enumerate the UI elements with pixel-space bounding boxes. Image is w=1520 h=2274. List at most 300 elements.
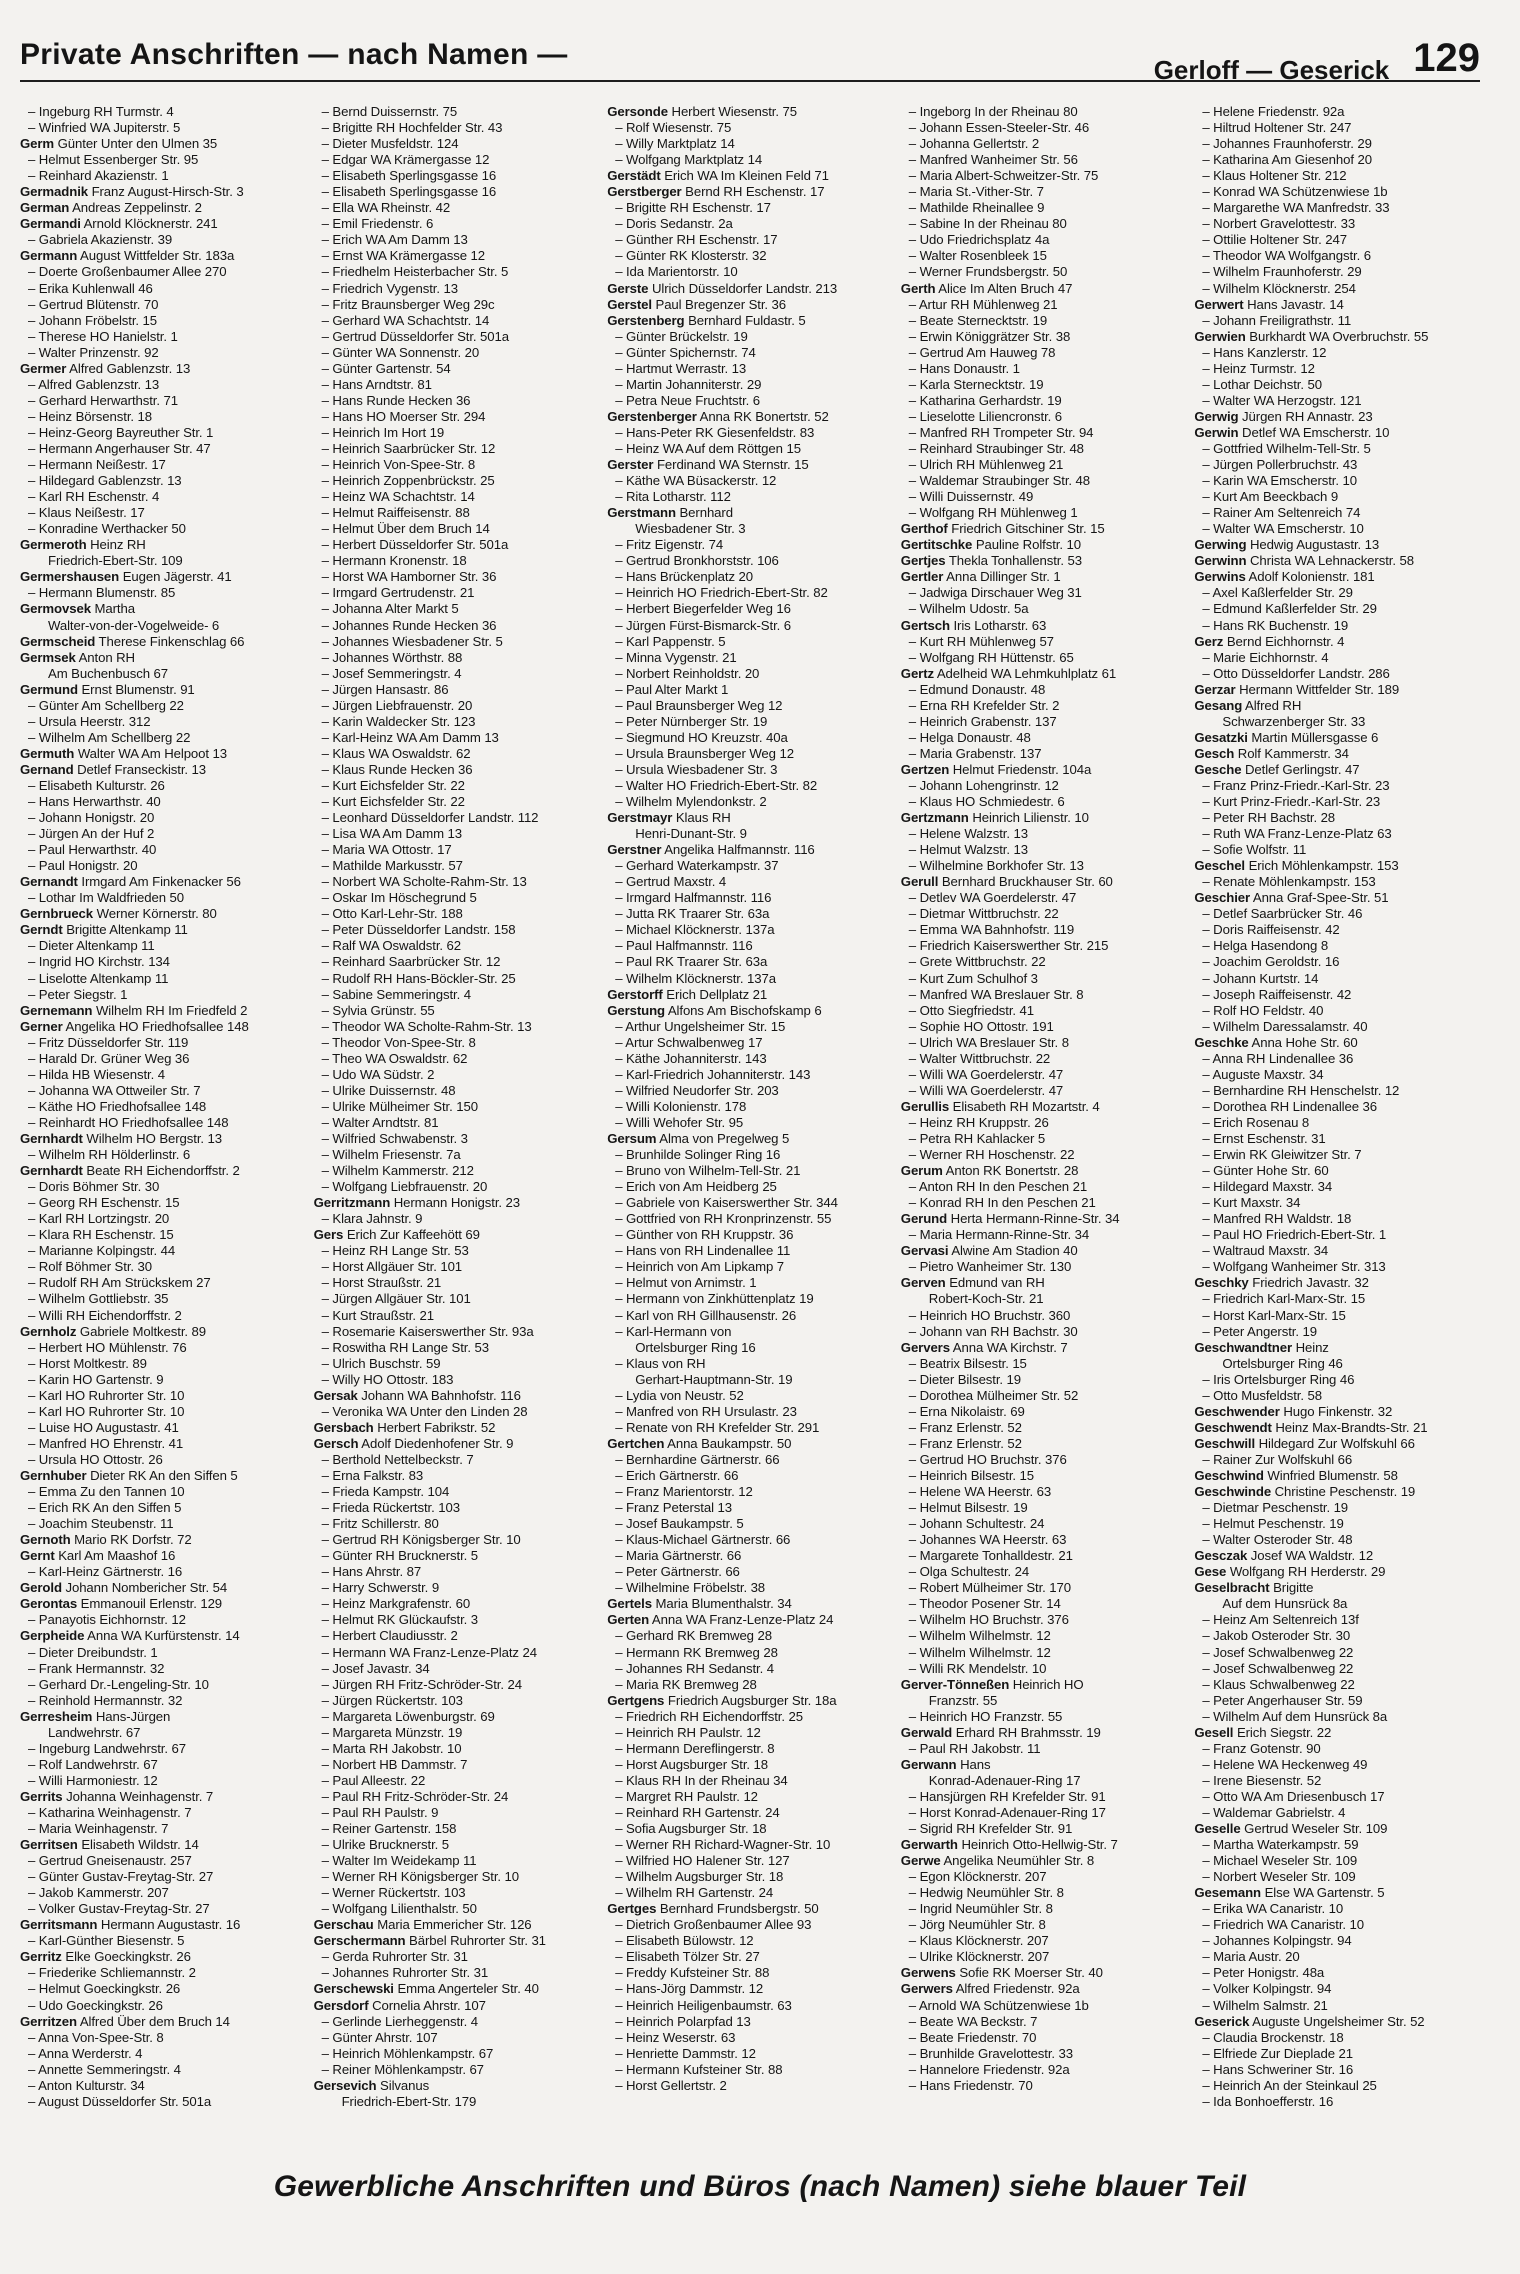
directory-entry: Geschwandtner Heinz bbox=[1194, 1339, 1329, 1355]
directory-entry: – Maria St.-Vither-Str. 7 bbox=[908, 184, 1044, 200]
directory-entry: – Beate Sternecktstr. 19 bbox=[908, 312, 1048, 328]
directory-entry: – Ida Marientorstr. 10 bbox=[615, 264, 738, 280]
directory-entry: – Klaus Runde Hecken 36 bbox=[321, 761, 473, 777]
directory-entry: – Leonhard Düsseldorfer Landstr. 112 bbox=[321, 810, 539, 826]
directory-entry: Gerzar Hermann Wittfelder Str. 189 bbox=[1194, 681, 1400, 697]
directory-entry: – Walter Arndtstr. 81 bbox=[321, 1114, 439, 1130]
surname: Germandi bbox=[20, 216, 81, 232]
directory-entry: – Norbert Weseler Str. 109 bbox=[1202, 1869, 1356, 1885]
surname: Gerull bbox=[900, 874, 939, 890]
surname: Gerwing bbox=[1194, 537, 1247, 553]
directory-entry: – Herbert Biegerfelder Weg 16 bbox=[615, 601, 791, 617]
directory-entry: – Karl RH Lortzingstr. 20 bbox=[28, 1211, 170, 1227]
directory-entry: – Reinhard RH Gartenstr. 24 bbox=[615, 1804, 780, 1820]
directory-entry: – Heinz RH Lange Str. 53 bbox=[321, 1243, 469, 1259]
directory-entry: – Jörg Neumühler Str. 8 bbox=[908, 1917, 1046, 1933]
directory-entry: – Klaus Klöcknerstr. 207 bbox=[908, 1933, 1049, 1949]
surname: Gerzar bbox=[1194, 681, 1236, 697]
directory-entry: – Heinz Turmstr. 12 bbox=[1202, 360, 1315, 376]
directory-entry: Friedrich-Ebert-Str. 179 bbox=[341, 2093, 477, 2109]
directory-entry: Gerwers Alfred Friedenstr. 92a bbox=[900, 1981, 1080, 1997]
directory-entry: – Günter RH Brucknerstr. 5 bbox=[321, 1548, 479, 1564]
directory-entry: – Franz Prinz-Friedr.-Karl-Str. 23 bbox=[1202, 777, 1390, 793]
directory-entry: – Helga Donaustr. 48 bbox=[908, 729, 1031, 745]
surname: Geschwendt bbox=[1194, 1419, 1272, 1435]
directory-entry: – Wilhelm Salmstr. 21 bbox=[1202, 1997, 1328, 2013]
directory-entry: – Wolfgang RH Mühlenweg 1 bbox=[908, 505, 1078, 521]
directory-entry: – Ingeborg In der Rheinau 80 bbox=[908, 104, 1078, 119]
directory-entry: – Paul RK Traarer Str. 63a bbox=[615, 954, 768, 970]
directory-entry: Wiesbadener Str. 3 bbox=[635, 521, 746, 537]
directory-entry: – Günter Hohe Str. 60 bbox=[1202, 1163, 1329, 1179]
directory-entry: – Maria WA Ottostr. 17 bbox=[321, 842, 452, 858]
surname: Germadnik bbox=[20, 184, 88, 200]
directory-entry: – Paul Herwarthstr. 40 bbox=[28, 842, 157, 858]
directory-entry: – Peter Honigstr. 48a bbox=[1202, 1965, 1325, 1981]
directory-entry: – Klara RH Eschenstr. 15 bbox=[28, 1227, 174, 1243]
directory-entry: – Friederike Schliemannstr. 2 bbox=[28, 1965, 196, 1981]
directory-entry: – Wilhelm Udostr. 5a bbox=[908, 601, 1029, 617]
directory-entry: – Doris Sedanstr. 2a bbox=[615, 216, 733, 232]
directory-entry: – Lothar Deichstr. 50 bbox=[1202, 376, 1322, 392]
directory-entry: Geschwendt Heinz Max-Brandts-Str. 21 bbox=[1194, 1419, 1428, 1435]
directory-entry: Germadnik Franz August-Hirsch-Str. 3 bbox=[20, 184, 244, 200]
directory-entry: – Wilhelm Friesenstr. 7a bbox=[321, 1147, 461, 1163]
directory-entry: Germer Alfred Gablenzstr. 13 bbox=[20, 360, 191, 376]
surname: Gerresheim bbox=[20, 1708, 93, 1724]
directory-entry: – Konrad RH In den Peschen 21 bbox=[908, 1195, 1096, 1211]
directory-entry: – Heinz WA Auf dem Röttgen 15 bbox=[615, 440, 801, 456]
directory-entry: – Willy HO Ottostr. 183 bbox=[321, 1371, 454, 1387]
directory-entry: – Heinz Markgrafenstr. 60 bbox=[321, 1596, 471, 1612]
directory-entry: – Heinz Börsenstr. 18 bbox=[28, 408, 152, 424]
directory-entry: – Kurt Straußstr. 21 bbox=[321, 1307, 434, 1323]
directory-entry: – Hermann Kronenstr. 18 bbox=[321, 553, 467, 569]
directory-entry: – Werner RH Richard-Wagner-Str. 10 bbox=[615, 1837, 831, 1853]
directory-entry: – Heinrich Saarbrücker Str. 12 bbox=[321, 440, 496, 456]
directory-entry: Gerwin Detlef WA Emscherstr. 10 bbox=[1194, 424, 1390, 440]
directory-entry: – Günter Gartenstr. 54 bbox=[321, 360, 451, 376]
directory-entry: – Wilhelm Mylendonkstr. 2 bbox=[615, 794, 767, 810]
directory-entry: – Helmut von Arnimstr. 1 bbox=[615, 1275, 757, 1291]
directory-entry: – Heinz Weserstr. 63 bbox=[615, 2029, 736, 2045]
directory-entry: – Heinrich HO Friedrich-Ebert-Str. 82 bbox=[615, 585, 828, 601]
surname: Gerste bbox=[607, 280, 649, 296]
directory-entry: – Johann Freiligrathstr. 11 bbox=[1202, 312, 1352, 328]
directory-entry: – Maria Weinhagenstr. 7 bbox=[28, 1821, 169, 1837]
column-3 bbox=[607, 104, 897, 2144]
directory-entry: – Udo Friedrichsplatz 4a bbox=[908, 232, 1050, 248]
directory-entry: – Joseph Raiffeisenstr. 42 bbox=[1202, 986, 1352, 1002]
directory-entry: – Helmut Walzstr. 13 bbox=[908, 842, 1028, 858]
directory-entry: – Hans Ahrstr. 87 bbox=[321, 1564, 422, 1580]
directory-entry: – Dieter Dreibundstr. 1 bbox=[28, 1644, 158, 1660]
directory-entry: – Petra Neue Fruchtstr. 6 bbox=[615, 392, 761, 408]
surname: Gertsch bbox=[900, 617, 950, 633]
directory-entry: – Gerda Ruhrorter Str. 31 bbox=[321, 1949, 468, 1965]
directory-entry: – Klaus HO Schmiedestr. 6 bbox=[908, 794, 1065, 810]
surname: Gertz bbox=[900, 665, 934, 681]
surname: Gernand bbox=[20, 761, 74, 777]
directory-entry: – Helene WA Heerstr. 63 bbox=[908, 1484, 1052, 1500]
directory-entry: – Rolf Böhmer Str. 30 bbox=[28, 1259, 152, 1275]
surname: Gerner bbox=[20, 1018, 63, 1034]
directory-entry: – Reiner Möhlenkampstr. 67 bbox=[321, 2061, 484, 2077]
directory-entry: Gesell Erich Siegstr. 22 bbox=[1194, 1724, 1332, 1740]
directory-entry: – Hansjürgen RH Krefelder Str. 91 bbox=[908, 1788, 1106, 1804]
directory-entry: – Ingrid HO Kirchstr. 134 bbox=[28, 954, 170, 970]
directory-entry: – Heinz RH Kruppstr. 26 bbox=[908, 1114, 1049, 1130]
surname: Gerum bbox=[900, 1163, 943, 1179]
directory-entry: Gerwe Angelika Neumühler Str. 8 bbox=[900, 1853, 1095, 1869]
directory-entry: – Hans Schweriner Str. 16 bbox=[1202, 2061, 1354, 2077]
directory-entry: – Klaus Schwalbenweg 22 bbox=[1202, 1676, 1355, 1692]
directory-entry: Gernandt Irmgard Am Finkenacker 56 bbox=[20, 874, 241, 890]
surname: German bbox=[20, 200, 70, 216]
directory-entry: – Willi RK Mendelstr. 10 bbox=[908, 1660, 1047, 1676]
directory-entry: – Peter Nürnberger Str. 19 bbox=[615, 713, 768, 729]
surname: Gertchen bbox=[607, 1435, 665, 1451]
directory-entry: – Anna Werderstr. 4 bbox=[28, 2045, 143, 2061]
directory-entry: – Otto Karl-Lehr-Str. 188 bbox=[321, 906, 463, 922]
directory-entry: Gernbrueck Werner Körnerstr. 80 bbox=[20, 906, 217, 922]
directory-entry: – Emma Zu den Tannen 10 bbox=[28, 1484, 185, 1500]
directory-entry: – Bernd Duissernstr. 75 bbox=[321, 104, 458, 119]
directory-entry: – Hans Donaustr. 1 bbox=[908, 360, 1020, 376]
directory-entry: – Emil Friedenstr. 6 bbox=[321, 216, 434, 232]
directory-entry: – Johannes Kolpingstr. 94 bbox=[1202, 1933, 1352, 1949]
directory-entry: – Fritz Schillerstr. 80 bbox=[321, 1516, 439, 1532]
directory-entry: – Emma WA Bahnhofstr. 119 bbox=[908, 922, 1075, 938]
directory-entry: – Ingrid Neumühler Str. 8 bbox=[908, 1901, 1053, 1917]
surname: Gerwert bbox=[1194, 296, 1244, 312]
directory-entry: Germandi Arnold Klöcknerstr. 241 bbox=[20, 216, 218, 232]
surname: Geschier bbox=[1194, 890, 1251, 906]
directory-entry: Germsek Anton RH bbox=[20, 649, 135, 665]
page-number: 129 bbox=[1413, 36, 1480, 80]
surname: Gertler bbox=[900, 569, 944, 585]
directory-entry: Gertchen Anna Baukampstr. 50 bbox=[607, 1435, 792, 1451]
directory-entry: – Theodor WA Scholte-Rahm-Str. 13 bbox=[321, 1018, 532, 1034]
directory-entry: – Wilfried Schwabenstr. 3 bbox=[321, 1131, 468, 1146]
directory-entry: – Frieda Rückertstr. 103 bbox=[321, 1500, 460, 1516]
directory-entry: – Konrad WA Schützenwiese 1b bbox=[1202, 184, 1388, 200]
directory-entry: – Reinhard Akazienstr. 1 bbox=[28, 168, 169, 184]
directory-entry: Geschky Friedrich Javastr. 32 bbox=[1194, 1275, 1369, 1291]
directory-entry: – Hans Herwarthstr. 40 bbox=[28, 794, 161, 810]
directory-entry: Gervers Anna WA Kirchstr. 7 bbox=[900, 1339, 1068, 1355]
directory-entry: – Detlev WA Goerdelerstr. 47 bbox=[908, 890, 1077, 906]
directory-entry: Walter-von-der-Vogelweide- 6 bbox=[48, 617, 220, 633]
directory-entry: – Heinrich Grabenstr. 137 bbox=[908, 713, 1057, 729]
directory-entry: Gerschewski Emma Angerteler Str. 40 bbox=[313, 1981, 539, 1997]
directory-entry: – Irmgard Halfmannstr. 116 bbox=[615, 890, 772, 906]
directory-entry: – Johann Essen-Steeler-Str. 46 bbox=[908, 120, 1090, 136]
directory-entry: – Helmut Goeckingkstr. 26 bbox=[28, 1981, 181, 1997]
directory-entry: Gertzmann Heinrich Lilienstr. 10 bbox=[900, 810, 1089, 826]
directory-entry: – Henriette Dammstr. 12 bbox=[615, 2045, 756, 2061]
surname: Gerwens bbox=[900, 1965, 956, 1981]
directory-entry: – Gabriela Akazienstr. 39 bbox=[28, 232, 173, 248]
directory-entry: Gerresheim Hans-Jürgen bbox=[20, 1708, 171, 1724]
surname: Gerpheide bbox=[20, 1628, 85, 1644]
directory-entry: – Johann Kurtstr. 14 bbox=[1202, 970, 1319, 986]
directory-entry: – Klara Jahnstr. 9 bbox=[321, 1211, 423, 1227]
directory-entry: – Marie Eichhornstr. 4 bbox=[1202, 649, 1329, 665]
directory-entry: – Robert Mülheimer Str. 170 bbox=[908, 1580, 1072, 1596]
directory-entry: – Klaus von RH bbox=[615, 1355, 706, 1371]
directory-entry: – Beatrix Bilsestr. 15 bbox=[908, 1355, 1027, 1371]
directory-entry: – Heinrich Im Hort 19 bbox=[321, 424, 445, 440]
surname: Germsek bbox=[20, 649, 76, 665]
directory-entry: – Wolfgang RH Hüttenstr. 65 bbox=[908, 649, 1074, 665]
directory-entry: – Maria Gärtnerstr. 66 bbox=[615, 1548, 742, 1564]
directory-entry: – Maria Grabenstr. 137 bbox=[908, 745, 1042, 761]
directory-entry: – Brigitte RH Hochfelder Str. 43 bbox=[321, 120, 503, 136]
directory-entry: – Ingeburg Landwehrstr. 67 bbox=[28, 1740, 186, 1756]
surname: Gerstorff bbox=[607, 986, 663, 1002]
column-4 bbox=[901, 104, 1191, 2144]
directory-entry: – Brunhilde Gravelottestr. 33 bbox=[908, 2045, 1074, 2061]
directory-entry: – Heinrich Von-Spee-Str. 8 bbox=[321, 457, 476, 473]
directory-entry: – Arthur Ungelsheimer Str. 15 bbox=[615, 1018, 786, 1034]
directory-entry: Geschwender Hugo Finkenstr. 32 bbox=[1194, 1403, 1393, 1419]
surname: Gernbrueck bbox=[20, 906, 94, 922]
directory-entry: – Käthe Johanniterstr. 143 bbox=[615, 1050, 767, 1066]
directory-entry: – Rosemarie Kaiserswerther Str. 93a bbox=[321, 1323, 534, 1339]
directory-entry: – Theodor WA Wolfgangstr. 6 bbox=[1202, 248, 1371, 264]
surname: Geschwandtner bbox=[1194, 1339, 1293, 1355]
directory-entry: – Günther RH Eschenstr. 17 bbox=[615, 232, 778, 248]
directory-entry: – Wilhelm Daressalamstr. 40 bbox=[1202, 1018, 1368, 1034]
directory-entry: – Gerhard Waterkampstr. 37 bbox=[615, 858, 779, 874]
surname: Gerthof bbox=[900, 521, 948, 537]
surname: Gerster bbox=[607, 457, 654, 473]
directory-entry: – Johannes Ruhrorter Str. 31 bbox=[321, 1965, 489, 1981]
directory-entry: – Joachim Geroldstr. 16 bbox=[1202, 954, 1340, 970]
directory-entry: – Johannes Wiesbadener Str. 5 bbox=[321, 633, 503, 649]
directory-entry: Gertges Bernhard Frundsbergstr. 50 bbox=[607, 1901, 819, 1917]
surname: Gerver-Tönneßen bbox=[900, 1676, 1010, 1692]
directory-entry: – Maria Hermann-Rinne-Str. 34 bbox=[908, 1227, 1090, 1243]
directory-entry: – Günter WA Sonnenstr. 20 bbox=[321, 344, 480, 360]
directory-entry: Gerstung Alfons Am Bischofskamp 6 bbox=[607, 1002, 822, 1018]
surname: Geschwinde bbox=[1194, 1484, 1272, 1500]
directory-entry: – Rolf HO Feldstr. 40 bbox=[1202, 1002, 1324, 1018]
directory-entry: – Ulrich RH Mühlenweg 21 bbox=[908, 457, 1064, 473]
directory-entry: – Jürgen Hansastr. 86 bbox=[321, 681, 449, 697]
directory-entry: – Hans Friedenstr. 70 bbox=[908, 2077, 1033, 2093]
directory-entry: Gernholz Gabriele Moltkestr. 89 bbox=[20, 1323, 206, 1339]
directory-entry: Gersevich Silvanus bbox=[313, 2077, 430, 2093]
directory-entry: – Winfried WA Jupiterstr. 5 bbox=[28, 120, 181, 136]
directory-entry: – Rolf Landwehrstr. 67 bbox=[28, 1756, 158, 1772]
directory-entry: – Roswitha RH Lange Str. 53 bbox=[321, 1339, 489, 1355]
directory-entry: – Axel Kaßlerfelder Str. 29 bbox=[1202, 585, 1353, 601]
directory-entry: – Gertrud Düsseldorfer Str. 501a bbox=[321, 328, 509, 344]
directory-entry: – Norbert Reinholdstr. 20 bbox=[615, 665, 760, 681]
directory-entry: – Rainer Am Seltenreich 74 bbox=[1202, 505, 1361, 521]
directory-entry: Gersonde Herbert Wiesenstr. 75 bbox=[607, 104, 797, 119]
directory-entry: – Elisabeth Tölzer Str. 27 bbox=[615, 1949, 760, 1965]
directory-entry: Auf dem Hunsrück 8a bbox=[1222, 1596, 1348, 1612]
directory-entry: – Hans von RH Lindenallee 11 bbox=[615, 1243, 791, 1259]
directory-entry: – Karl HO Ruhrorter Str. 10 bbox=[28, 1387, 185, 1403]
directory-entry: – Günter Am Schellberg 22 bbox=[28, 697, 184, 713]
directory-entry: – Ulrike Brucknerstr. 5 bbox=[321, 1837, 450, 1853]
directory-entry: Gerwens Sofie RK Moerser Str. 40 bbox=[900, 1965, 1103, 1981]
directory-entry: – Alfred Gablenzstr. 13 bbox=[28, 376, 160, 392]
directory-entry: – Kurt Prinz-Friedr.-Karl-Str. 23 bbox=[1202, 794, 1381, 810]
directory-entry: – Gertrud Bronkhorststr. 106 bbox=[615, 553, 779, 569]
directory-entry: – Karl von RH Gillhausenstr. 26 bbox=[615, 1307, 797, 1323]
surname: Gernhuber bbox=[20, 1467, 87, 1483]
page-title: Private Anschriften — nach Namen — bbox=[20, 38, 568, 71]
directory-entry: – Fritz Eigenstr. 74 bbox=[615, 537, 724, 553]
directory-entry: – Ulrike Duissernstr. 48 bbox=[321, 1082, 456, 1098]
surname: Gersbach bbox=[313, 1419, 374, 1435]
surname: Gerschermann bbox=[313, 1933, 406, 1949]
directory-entry: – Heinrich RH Paulstr. 12 bbox=[615, 1724, 761, 1740]
directory-entry: – Artur Schwalbenweg 17 bbox=[615, 1034, 763, 1050]
directory-entry: – Horst Konrad-Adenauer-Ring 17 bbox=[908, 1804, 1106, 1820]
directory-entry: – Franz Erlenstr. 52 bbox=[908, 1419, 1022, 1435]
directory-entry: – Kurt Maxstr. 34 bbox=[1202, 1195, 1301, 1211]
surname: Gerz bbox=[1194, 633, 1224, 649]
directory-entry: – Sabine In der Rheinau 80 bbox=[908, 216, 1067, 232]
directory-entry: – Heinz WA Schachtstr. 14 bbox=[321, 489, 475, 505]
directory-entry: – Josef Schwalbenweg 22 bbox=[1202, 1660, 1354, 1676]
surname: Gerven bbox=[900, 1275, 946, 1291]
directory-entry: – Ulrike Klöcknerstr. 207 bbox=[908, 1949, 1050, 1965]
directory-entry: – Paul RH Jakobstr. 11 bbox=[908, 1740, 1041, 1756]
directory-entry: Gerstmann Bernhard bbox=[607, 505, 733, 521]
surname: Gerritzmann bbox=[313, 1195, 391, 1211]
directory-entry: Gertgens Friedrich Augsburger Str. 18a bbox=[607, 1692, 837, 1708]
directory-entry: – Michael Klöcknerstr. 137a bbox=[615, 922, 775, 938]
directory-entry: – Theo WA Oswaldstr. 62 bbox=[321, 1050, 468, 1066]
directory-entry: – Wilhelmine Borkhofer Str. 13 bbox=[908, 858, 1084, 874]
directory-entry: – Otto Musfeldstr. 58 bbox=[1202, 1387, 1322, 1403]
directory-entry: – Edmund Kaßlerfelder Str. 29 bbox=[1202, 601, 1377, 617]
directory-entry: – Manfred RH Trompeter Str. 94 bbox=[908, 424, 1094, 440]
directory-entry: – Anna RH Lindenallee 36 bbox=[1202, 1050, 1354, 1066]
directory-entry: – Erna RH Krefelder Str. 2 bbox=[908, 697, 1060, 713]
directory-entry: – Lisa WA Am Damm 13 bbox=[321, 826, 463, 842]
directory-entry: – Klaus RH In der Rheinau 34 bbox=[615, 1772, 788, 1788]
surname: Gertels bbox=[607, 1596, 652, 1612]
directory-entry: – Mathilde Rheinallee 9 bbox=[908, 200, 1045, 216]
surname: Germscheid bbox=[20, 633, 96, 649]
directory-entry: – Jürgen RH Fritz-Schröder-Str. 24 bbox=[321, 1676, 522, 1692]
directory-entry: – Jürgen Fürst-Bismarck-Str. 6 bbox=[615, 617, 791, 633]
directory-entry: – Karin HO Gartenstr. 9 bbox=[28, 1371, 164, 1387]
directory-entry: – Waltraud Maxstr. 34 bbox=[1202, 1243, 1329, 1259]
directory-entry: Gerritz Elke Goeckingkstr. 26 bbox=[20, 1949, 191, 1965]
directory-entry: – Peter Angerstr. 19 bbox=[1202, 1323, 1317, 1339]
directory-entry: – Doris Raiffeisenstr. 42 bbox=[1202, 922, 1340, 938]
directory-entry: – Herbert HO Mühlenstr. 76 bbox=[28, 1339, 187, 1355]
directory-entry: Geschel Erich Möhlenkampstr. 153 bbox=[1194, 858, 1399, 874]
directory-entry: Gesczak Josef WA Waldstr. 12 bbox=[1194, 1548, 1374, 1564]
directory-entry: – Mathilde Markusstr. 57 bbox=[321, 858, 463, 874]
directory-entry: Gerthof Friedrich Gitschiner Str. 15 bbox=[900, 521, 1105, 537]
directory-entry: – Willi Duissernstr. 49 bbox=[908, 489, 1034, 505]
directory-entry: – Anton Kulturstr. 34 bbox=[28, 2077, 145, 2093]
directory-entry: – August Düsseldorfer Str. 501a bbox=[28, 2093, 212, 2109]
directory-entry: – Hans HO Moerser Str. 294 bbox=[321, 408, 486, 424]
directory-entry: Gertjes Thekla Tonhallenstr. 53 bbox=[900, 553, 1082, 569]
directory-entry: – Walter HO Friedrich-Ebert-Str. 82 bbox=[615, 777, 818, 793]
directory-entry: Gerstenberger Anna RK Bonertstr. 52 bbox=[607, 408, 829, 424]
directory-entry: – Therese HO Hanielstr. 1 bbox=[28, 328, 178, 344]
directory-entry: Gertzen Helmut Friedenstr. 104a bbox=[900, 761, 1092, 777]
directory-entry: – Dietmar Peschenstr. 19 bbox=[1202, 1500, 1349, 1516]
directory-entry: – Willi Wehofer Str. 95 bbox=[615, 1114, 744, 1130]
directory-entry: – Udo Goeckingkstr. 26 bbox=[28, 1997, 163, 2013]
directory-entry: Gerund Herta Hermann-Rinne-Str. 34 bbox=[900, 1211, 1120, 1227]
directory-entry: – Helene Friedenstr. 92a bbox=[1202, 104, 1345, 119]
directory-entry: Gerwert Hans Javastr. 14 bbox=[1194, 296, 1344, 312]
directory-entry: Germann August Wittfelder Str. 183a bbox=[20, 248, 235, 264]
directory-entry: – Paul Alter Markt 1 bbox=[615, 681, 729, 697]
directory-entry: – Johann Honigstr. 20 bbox=[28, 810, 155, 826]
directory-entry: – Kurt Am Beeckbach 9 bbox=[1202, 489, 1339, 505]
directory-entry: – Wilfried HO Halener Str. 127 bbox=[615, 1853, 790, 1869]
surname: Gervers bbox=[900, 1339, 950, 1355]
directory-entry: – Johann Lohengrinstr. 12 bbox=[908, 777, 1059, 793]
footer-note: Gewerbliche Anschriften und Büros (nach Namen) siehe blauer Teil bbox=[273, 2170, 1247, 2203]
surname: Gerstner bbox=[607, 842, 662, 858]
surname: Geschel bbox=[1194, 858, 1245, 874]
directory-entry: – Franz Erlenstr. 52 bbox=[908, 1435, 1022, 1451]
directory-entry: – Hermann von Zinkhüttenplatz 19 bbox=[615, 1291, 814, 1307]
directory-entry: – Wilhelm RH Gartenstr. 24 bbox=[615, 1885, 774, 1901]
directory-entry: – Jürgen Liebfrauenstr. 20 bbox=[321, 697, 473, 713]
directory-entry: – Renate Möhlenkampstr. 153 bbox=[1202, 874, 1376, 890]
directory-entry: – Anton RH In den Peschen 21 bbox=[908, 1179, 1088, 1195]
directory-entry: – Gerhard Dr.-Lengeling-Str. 10 bbox=[28, 1676, 209, 1692]
directory-entry: – Helmut Über dem Bruch 14 bbox=[321, 521, 490, 537]
surname: Gerwig bbox=[1194, 408, 1239, 424]
directory-entry: Gerven Edmund van RH bbox=[900, 1275, 1045, 1291]
directory-entry: – Klaus-Michael Gärtnerstr. 66 bbox=[615, 1532, 791, 1548]
directory-entry: Gertitschke Pauline Rolfstr. 10 bbox=[900, 537, 1081, 553]
directory-entry: – Elfriede Zur Dieplade 21 bbox=[1202, 2045, 1353, 2061]
directory-entry: – Friedrich Kaiserswerther Str. 215 bbox=[908, 938, 1109, 954]
directory-entry: Geschier Anna Graf-Spee-Str. 51 bbox=[1194, 890, 1389, 906]
directory-entry: – Heinrich Bilsestr. 15 bbox=[908, 1467, 1035, 1483]
directory-entry: – Heinrich Möhlenkampstr. 67 bbox=[321, 2045, 494, 2061]
directory-entry: – Anna Von-Spee-Str. 8 bbox=[28, 2029, 164, 2045]
directory-entry: Gernhardt Beate RH Eichendorffstr. 2 bbox=[20, 1163, 240, 1179]
surname: Gerstenberger bbox=[607, 408, 697, 424]
surname: Gerwers bbox=[900, 1981, 953, 1997]
directory-entry: – Walter WA Emscherstr. 10 bbox=[1202, 521, 1364, 537]
directory-entry: Gerschermann Bärbel Ruhrorter Str. 31 bbox=[313, 1933, 546, 1949]
directory-entry: – Irene Biesenstr. 52 bbox=[1202, 1772, 1322, 1788]
directory-entry: – Harry Schwerstr. 9 bbox=[321, 1580, 440, 1596]
directory-entry: – Johann van RH Bachstr. 30 bbox=[908, 1323, 1078, 1339]
directory-entry: – Gerlinde Lierheggenstr. 4 bbox=[321, 2013, 478, 2029]
directory-entry: – Lothar Im Waldfrieden 50 bbox=[28, 890, 184, 906]
directory-entry: – Hans Brückenplatz 20 bbox=[615, 569, 754, 585]
surname: Gerrits bbox=[20, 1788, 63, 1804]
directory-entry: – Rita Lotharstr. 112 bbox=[615, 489, 731, 505]
surname: Gerund bbox=[900, 1211, 948, 1227]
directory-entry: – Gertrud Maxstr. 4 bbox=[615, 874, 727, 890]
directory-entry: – Wilhelm Wilhelmstr. 12 bbox=[908, 1628, 1051, 1644]
